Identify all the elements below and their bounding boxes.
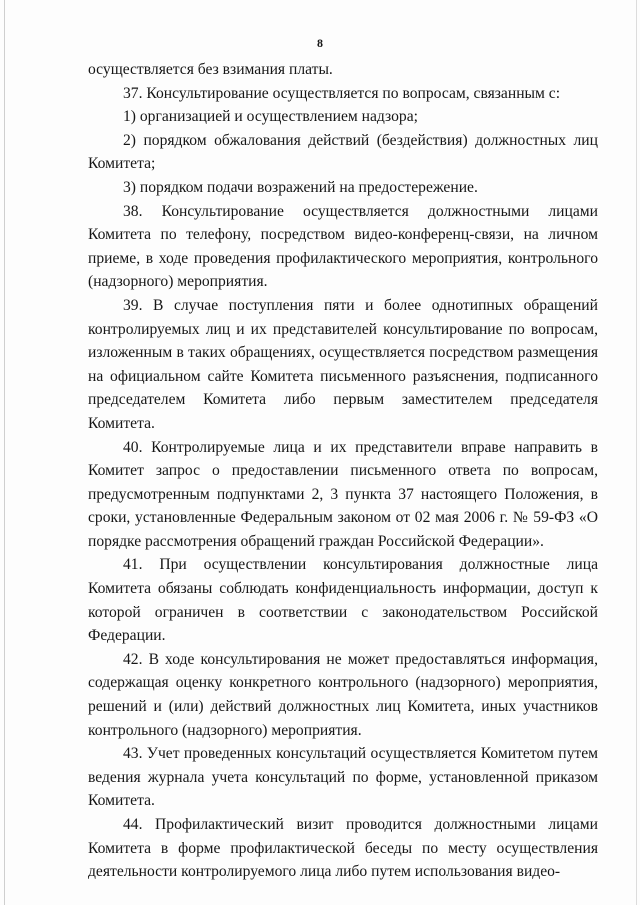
- paragraph-40: 40. Контролируемые лица и их представители вправе направить в Комитет запрос о предоставлении письменного ответа по вопросам, предусмотренным подпунктами 2, 3 пункта 37 настоящего Положения, в сроки, установленные Федеральным законом от 02 мая 2006 г. № 59-ФЗ «О порядке рассмотрения обращений граждан Российской Федерации».: [88, 438, 598, 550]
- paragraph-41: 41. При осуществлении консультирования должностные лица Комитета обязаны соблюдать конфиденциальность информации, доступ к которой ограничен в соответствии с законодательством Российской Федерации.: [88, 556, 598, 645]
- scan-edge-left: [4, 0, 5, 905]
- paragraph-38: 38. Консультирование осуществляется должностными лицами Комитета по телефону, посредством видео-конференц-связи, на личном приеме, в ходе проведения профилактического мероприятия, контрольного (надзорного) мероприятия.: [88, 202, 598, 291]
- paragraph-43: 43. Учет проведенных консультаций осуществляется Комитетом путем ведения журнала учета консультаций по форме, установленной приказом Комитета.: [88, 745, 598, 810]
- page-number: 8: [317, 36, 323, 50]
- paragraph-39: 39. В случае поступления пяти и более однотипных обращений контролируемых лиц и их представителей консультирование по вопросам, изложенным в таких обращениях, осуществляется посредством размещения на официальном сайте Комитета письменного разъяснения, подписанного председателем Комитета либо первым заместителем председателя Комитета.: [88, 296, 598, 432]
- paragraph-42: 42. В ходе консультирования не может предоставляться информация, содержащая оценку конкретного контрольного (надзорного) мероприятия, решений и (или) действий должностных лиц Комитета, иных участников контрольного (надзорного) мероприятия.: [88, 650, 598, 739]
- paragraph-37: 37. Консультирование осуществляется по вопросам, связанным с:: [123, 84, 561, 102]
- paragraph-37-item-3: 3) порядком подачи возражений на предостережение.: [123, 178, 478, 196]
- scan-edge-right: [636, 0, 637, 905]
- paragraph-44: 44. Профилактический визит проводится должностными лицами Комитета в форме профилактической беседы по месту осуществления деятельности контролируемого лица либо путем использования видео-: [88, 816, 598, 881]
- document-body: [88, 58, 598, 884]
- paragraph-37-item-2: 2) порядком обжалования действий (бездействия) должностных лиц Комитета;: [88, 131, 598, 173]
- paragraph-continuation: осуществляется без взимания платы.: [88, 61, 333, 78]
- paragraph-37-item-1: 1) организацией и осуществлением надзора;: [123, 108, 418, 126]
